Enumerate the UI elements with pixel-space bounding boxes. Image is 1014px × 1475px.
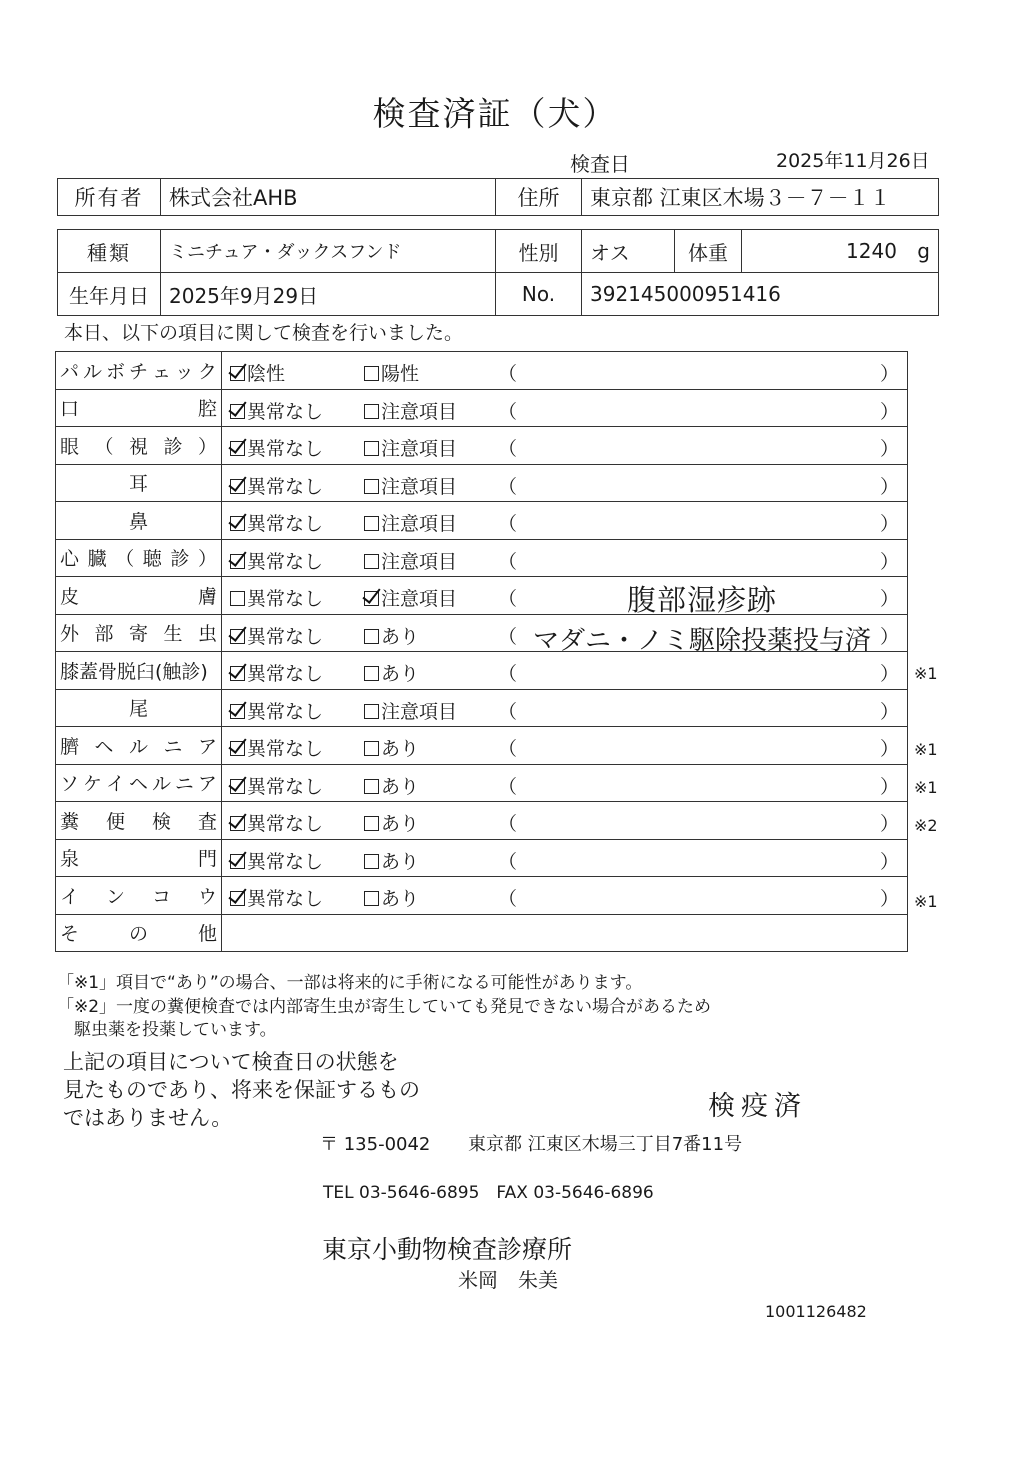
item-name-char: ル [128,735,148,758]
footnote-mark: ※1 [914,778,938,797]
item-name-char: 部 [94,623,114,646]
inspection-row [56,689,908,727]
checkbox-icon[interactable] [364,479,379,494]
item-name-char: 外 [60,623,80,646]
inspection-table [55,351,908,952]
breed-value: ミニチュア・ダックスフンド [161,230,496,273]
paren-open: （ [498,663,518,685]
sex-value: オス [582,230,675,273]
footnote-mark: ※1 [914,892,938,911]
item-name-char: イ [60,885,80,908]
item-name-char: ェ [151,360,171,383]
paren-open: （ [498,588,518,610]
sex-label: 性別 [496,230,582,273]
footnote-2-line-1: 「※2」一度の糞便検査では内部寄生虫が寄生していても発見できない場合があるため [57,997,712,1017]
birth-label: 生年月日 [58,273,161,316]
paren-open: （ [498,400,518,423]
checkbox-icon[interactable] [364,779,379,794]
item-name [56,539,222,577]
checkbox-icon[interactable] [364,666,379,681]
paren-open: （ [498,625,518,648]
item-name-char: 臍 [60,735,80,758]
option-abnormal[interactable] [364,884,419,911]
no-label: No. [496,273,582,316]
item-name [56,614,222,652]
option-abnormal-label: 注意項目 [381,400,458,423]
item-name-char: パ [60,360,80,383]
paren-close: ） [879,888,899,910]
checked-box-icon[interactable] [230,704,245,719]
item-name-char: 視 [128,435,148,458]
paren-close: ） [879,700,899,723]
option-abnormal[interactable] [364,509,457,536]
item-answers [222,689,908,727]
option-abnormal-label: 注意項目 [381,550,458,573]
checked-box-icon[interactable] [230,854,245,869]
checkbox-icon[interactable] [364,441,379,456]
clinic-address: 東京都 江東区木場三丁目7番11号 [468,1134,743,1155]
footnote-mark: ※1 [914,740,938,759]
other-label-char: そ [60,923,80,946]
item-name-char: 虫 [197,623,217,646]
item-name-char: 泉 [60,848,80,871]
owner-value: 株式会社AHB [161,179,496,216]
checked-box-icon[interactable] [364,591,379,606]
checked-box-icon[interactable] [230,554,245,569]
item-name-chars [60,432,217,459]
inspection-row [56,577,908,615]
checked-box-icon[interactable] [230,516,245,531]
option-normal-label: 異常なし [247,400,324,423]
option-abnormal-label: 注意項目 [381,475,458,498]
item-name-char: コ [151,885,171,908]
paren-open: （ [498,475,518,498]
option-abnormal[interactable] [364,434,457,461]
option-normal-label: 異常なし [247,850,324,873]
inspection-row [56,839,908,877]
option-abnormal-label: あり [381,775,420,798]
other-value[interactable] [222,914,908,952]
checkbox-icon[interactable] [364,854,379,869]
item-answers [222,652,908,690]
checkbox-icon[interactable] [364,366,379,381]
paren-open: （ [498,813,518,835]
option-abnormal[interactable] [364,809,419,836]
item-name-char: イ [105,773,125,796]
item-name-char: 膚 [197,585,217,608]
item-name-char: ッ [174,360,194,383]
paren-close: ） [879,363,899,385]
option-normal-label: 異常なし [247,775,324,798]
item-name-char: ク [197,360,217,383]
item-name-char: ソ [60,773,80,796]
option-abnormal[interactable] [364,659,419,686]
other-label-char: の [128,923,148,946]
item-answers [222,502,908,540]
checked-box-icon[interactable] [230,816,245,831]
paren-open: （ [498,438,518,460]
checkbox-icon[interactable] [364,816,379,831]
disclaimer [63,1048,420,1132]
item-name-char: 生 [163,623,183,646]
paren-open: （ [498,363,518,385]
item-name [56,464,222,502]
paren-close: ） [879,400,899,423]
inspection-row [56,389,908,427]
weight-unit: g [917,239,930,263]
paren-close: ） [879,625,899,648]
option-abnormal[interactable] [364,772,419,799]
option-normal-label: 異常なし [247,625,324,648]
item-name [56,577,222,615]
option-normal-label: 異常なし [247,513,324,535]
item-name [56,877,222,915]
checkbox-icon[interactable] [364,704,379,719]
item-name-char: 腔 [197,398,217,421]
item-name-chars [60,769,217,796]
item-name-char: 心 [60,548,80,571]
item-name [56,502,222,540]
weight-value: 1240 [846,239,897,263]
paren-close: ） [879,438,899,460]
option-abnormal[interactable] [364,472,457,499]
checked-box-icon[interactable] [230,441,245,456]
option-abnormal-label: 注意項目 [381,438,458,460]
option-normal-label: 異常なし [247,550,324,573]
item-name-char: 検 [151,810,171,833]
option-normal[interactable] [230,734,323,761]
item-name-label: 尾 [128,698,148,721]
option-normal[interactable] [230,397,323,424]
paren-open: （ [498,550,518,573]
option-normal[interactable] [230,697,323,724]
item-name [56,764,222,802]
item-answers [222,577,908,615]
animal-table [57,229,939,316]
item-answers [222,427,908,465]
item-name-char: 査 [197,810,217,833]
item-name [56,689,222,727]
item-name-char: 門 [197,848,217,871]
option-abnormal-label: 注意項目 [381,700,458,723]
document-id: 1001126482 [765,1302,867,1321]
option-abnormal-label: 注意項目 [381,513,458,535]
inspection-row [56,802,908,840]
option-normal-label: 陰性 [247,363,286,385]
paren-open: （ [498,700,518,723]
inspection-row [56,464,908,502]
item-name-char: 診 [170,548,190,571]
footnote-2 [57,996,711,1042]
option-normal-label: 異常なし [247,813,324,835]
item-answers [222,464,908,502]
inspection-row [56,352,908,390]
option-normal-label: 異常なし [247,738,324,760]
item-name-chars [60,882,217,909]
item-name [56,802,222,840]
address-label: 住所 [496,179,582,216]
item-name-chars [60,394,217,421]
item-name [56,352,222,390]
item-name [56,652,222,690]
option-normal[interactable] [230,622,323,649]
no-value: 392145000951416 [582,273,939,316]
item-name-char: 口 [60,398,80,421]
paren-close: ） [879,775,899,798]
option-normal[interactable] [230,434,323,461]
item-name-char: 臓 [87,548,107,571]
checked-box-icon[interactable] [230,779,245,794]
address-value: 東京都 江東区木場３－７－１１ [582,179,939,216]
inspection-row [56,764,908,802]
checked-box-icon[interactable] [230,891,245,906]
option-abnormal[interactable] [364,734,419,761]
quarantine-stamp: 検疫済 [708,1091,807,1122]
inspection-row [56,539,908,577]
item-answers [222,539,908,577]
item-name-char: ウ [197,885,217,908]
item-name-char: チ [128,360,148,383]
checkbox-icon[interactable] [364,404,379,419]
item-answers [222,802,908,840]
item-name-char: ボ [105,360,125,383]
item-name-label: 耳 [128,473,148,496]
breed-label: 種類 [58,230,161,273]
item-name [56,427,222,465]
item-name-char: 眼 [60,435,80,458]
inspection-row [56,614,908,652]
option-normal-label: 異常なし [247,888,324,910]
item-name-chars [60,619,217,646]
other-row [56,914,908,952]
item-name [56,839,222,877]
option-normal[interactable] [230,772,323,799]
item-name-char: ケ [82,773,102,796]
item-name-char: 寄 [128,623,148,646]
option-abnormal[interactable] [364,847,419,874]
item-name-chars [60,807,217,834]
paren-open: （ [498,738,518,760]
paren-close: ） [879,588,899,610]
option-abnormal[interactable] [364,547,457,574]
other-label-char: 他 [197,923,217,946]
option-abnormal-label: あり [381,850,420,873]
checked-box-icon[interactable] [230,666,245,681]
disclaimer-line-3: ではありません。 [63,1106,233,1130]
item-name-char: ） [197,435,217,458]
paren-close: ） [879,663,899,685]
paren-close: ） [879,550,899,573]
option-abnormal-label: あり [381,813,420,835]
item-name [56,727,222,765]
paren-close: ） [879,738,899,760]
option-abnormal-label: あり [381,738,420,760]
person-name: 米岡 朱美 [458,1268,558,1292]
item-name-chars [60,582,217,609]
checkbox-icon[interactable] [364,554,379,569]
option-normal-label: 異常なし [247,700,324,723]
item-name-char: 診 [163,435,183,458]
other-label [56,914,222,952]
paren-open: （ [498,888,518,910]
option-normal[interactable] [230,809,323,836]
checkbox-icon[interactable] [364,629,379,644]
document-title: 検査済証（犬） [372,94,618,133]
exam-date-label: 検査日 [570,152,630,176]
item-name-char: 便 [105,810,125,833]
paren-close: ） [879,850,899,873]
item-answers [222,389,908,427]
disclaimer-line-1: 上記の項目について検査日の状態を [63,1050,399,1074]
option-normal[interactable] [230,847,323,874]
option-normal-label: 異常なし [247,588,324,610]
checkbox-icon[interactable] [364,891,379,906]
option-normal-label: 異常なし [247,475,324,498]
option-normal-label: 異常なし [247,438,324,460]
paren-open: （ [498,775,518,798]
birth-value: 2025年9月29日 [161,273,496,316]
item-name-char: 糞 [60,810,80,833]
footnote-mark: ※2 [914,816,938,835]
paren-close: ） [879,513,899,535]
inspection-row [56,652,908,690]
footnote-1: 「※1」項目で“あり”の場合、一部は将来的に手術になる可能性があります。 [57,973,643,993]
option-normal[interactable] [230,884,323,911]
option-normal[interactable] [230,659,323,686]
item-name-char: ン [105,885,125,908]
option-normal[interactable] [230,547,323,574]
option-abnormal-label: あり [381,888,420,910]
footnote-mark: ※1 [914,664,938,683]
other-label-chars [60,919,217,946]
checked-box-icon[interactable] [230,479,245,494]
paren-close: ） [879,475,899,498]
postal-code: 〒 135-0042 [320,1134,431,1155]
option-abnormal[interactable] [364,584,457,611]
footnote-2-line-2: 駆虫薬を投薬しています。 [57,1020,277,1040]
option-abnormal[interactable] [364,622,419,649]
checkbox-icon[interactable] [364,741,379,756]
inspection-row [56,877,908,915]
paren-close: ） [879,813,899,835]
option-abnormal-label: 注意項目 [381,588,458,610]
weight-cell [742,230,939,273]
checked-box-icon[interactable] [230,404,245,419]
item-name-char: ニ [163,735,183,758]
disclaimer-line-2: 見たものであり、将来を保証するもの [63,1078,420,1102]
option-abnormal-label: 陽性 [381,363,420,385]
option-normal-label: 異常なし [247,663,324,685]
item-name-char: ア [197,735,217,758]
item-answers [222,352,908,390]
item-answers [222,839,908,877]
item-note: マダニ・ノミ駆除投薬投与済 [532,625,871,652]
item-name-char: ル [151,773,171,796]
item-name-char: ア [197,773,217,796]
item-answers [222,764,908,802]
item-name-chars [60,357,217,384]
option-abnormal-label: あり [381,625,420,648]
item-name-char: ル [82,360,102,383]
exam-date-value: 2025年11月26日 [776,150,930,172]
inspection-row [56,727,908,765]
option-normal[interactable] [230,584,323,611]
tel-fax: TEL 03-5646-6895 FAX 03-5646-6896 [323,1183,654,1203]
item-note: 腹部湿疹跡 [626,583,777,614]
inspection-row [56,427,908,465]
checked-box-icon[interactable] [230,629,245,644]
option-normal[interactable] [230,359,285,386]
option-normal[interactable] [230,472,323,499]
owner-label: 所有者 [58,179,161,216]
item-name-char: ニ [174,773,194,796]
checkbox-icon[interactable] [364,516,379,531]
item-name-chars [60,844,217,871]
paren-open: （ [498,850,518,873]
option-abnormal[interactable] [364,397,457,424]
item-name-chars [60,732,217,759]
intro-text: 本日、以下の項目に関して検査を行いました。 [64,322,464,344]
item-name-char: （ [94,435,114,458]
item-name-char: ） [197,548,217,571]
checkbox-icon[interactable] [230,591,245,606]
item-name-char: （ [115,548,135,571]
inspection-row [56,502,908,540]
item-answers [222,877,908,915]
checked-box-icon[interactable] [230,741,245,756]
item-answers [222,614,908,652]
clinic-name: 東京小動物検査診療所 [322,1235,573,1264]
option-abnormal[interactable] [364,359,419,386]
owner-table [57,178,939,216]
weight-label: 体重 [675,230,742,273]
item-answers [222,727,908,765]
item-name-label: 膝蓋骨脱臼(触診) [60,660,208,683]
item-name-char: ヘ [128,773,148,796]
checked-box-icon[interactable] [230,366,245,381]
option-normal[interactable] [230,509,323,536]
item-name-char: 聴 [142,548,162,571]
item-name-label: 鼻 [128,510,148,533]
item-name [56,389,222,427]
item-name-chars [60,544,217,571]
item-name-char: 皮 [60,585,80,608]
option-abnormal-label: あり [381,663,420,685]
paren-open: （ [498,513,518,535]
item-name-char: ヘ [94,735,114,758]
option-abnormal[interactable] [364,697,457,724]
